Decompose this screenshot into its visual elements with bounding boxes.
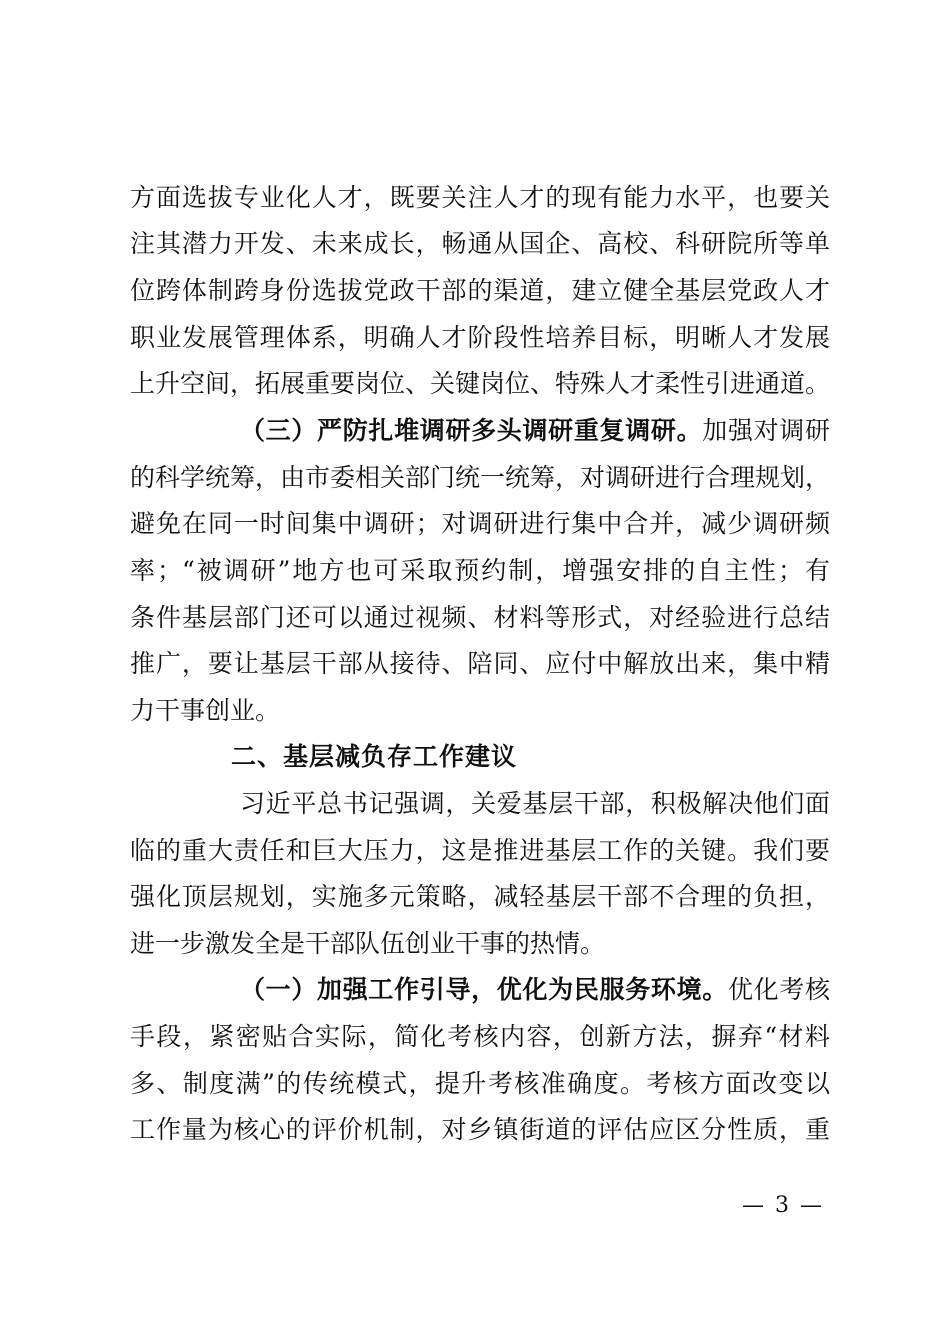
- section-1-first-line: [240, 975, 830, 1005]
- body-line: 强化顶层规划，实施多元策略，减轻基层干部不合理的负担，: [130, 882, 830, 911]
- body-line: 避免在同一时间集中调研；对调研进行集中合并，减少调研频: [130, 509, 830, 538]
- body-line: 临的重大责任和巨大压力，这是推进基层工作的关键。我们要: [130, 836, 830, 865]
- body-line: 条件基层部门还可以通过视频、材料等形式，对经验进行总结: [130, 603, 830, 632]
- section-heading: 二、基层减负存工作建议: [231, 742, 518, 771]
- body-line: 方面选拔专业化人才，既要关注人才的现有能力水平，也要关: [130, 183, 830, 212]
- body-line: 手段，紧密贴合实际，简化考核内容，创新方法，摒弃“材料: [130, 1022, 830, 1051]
- section-3-first-line: [240, 416, 830, 446]
- body-line: 进一步激发全是干部队伍创业干事的热情。: [130, 929, 606, 958]
- page-number: — 3 —: [742, 1193, 824, 1218]
- body-line: 工作量为核心的评价机制，对乡镇街道的评估应区分性质，重: [130, 1115, 830, 1144]
- body-line: 力干事创业。: [130, 696, 281, 725]
- body-line: 注其潜力开发、未来成长，畅通从国企、高校、科研院所等单: [130, 229, 830, 258]
- section-1-text: 优化考核: [727, 975, 830, 1004]
- section-3-text: 加强对调研: [702, 416, 830, 445]
- section-3-title: （三）严防扎堆调研多头调研重复调研。: [240, 416, 703, 445]
- body-line: 位跨体制跨身份选拔党政干部的渠道，建立健全基层党政人才: [130, 276, 830, 305]
- body-line: 率；“被调研”地方也可采取预约制，增强安排的自主性；有: [130, 556, 830, 585]
- paragraph-first-line: 习近平总书记强调，关爱基层干部，积极解决他们面: [240, 789, 830, 818]
- body-line: 多、制度满”的传统模式，提升考核准确度。考核方面改变以: [130, 1069, 830, 1098]
- body-line: 上升空间，拓展重要岗位、关键岗位、特殊人才柔性引进通道。: [130, 369, 831, 398]
- body-line: 职业发展管理体系，明确人才阶段性培养目标，明晰人才发展: [130, 323, 830, 352]
- body-line: 推广，要让基层干部从接待、陪同、应付中解放出来，集中精: [130, 649, 830, 678]
- section-1-title: （一）加强工作引导，优化为民服务环境。: [240, 975, 728, 1004]
- body-line: 的科学统筹，由市委相关部门统一统筹，对调研进行合理规划，: [130, 463, 831, 492]
